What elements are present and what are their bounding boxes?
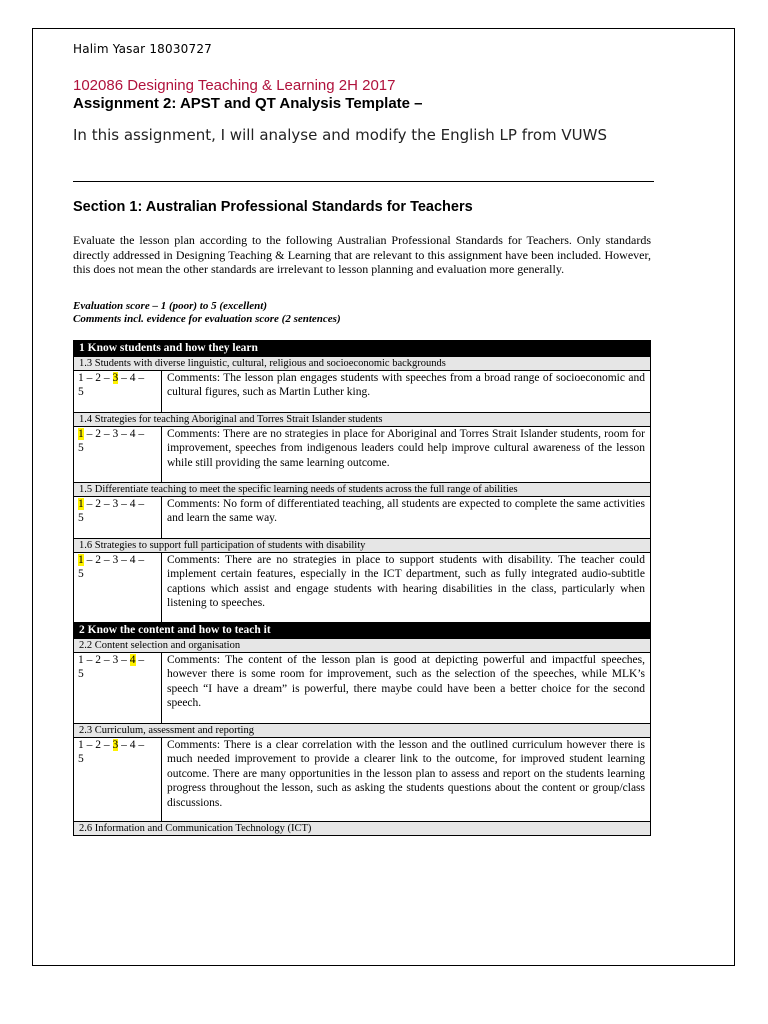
evaluation-instructions — [73, 300, 653, 326]
score-scale: 1 – 2 – 3 – 4 – 5 — [74, 653, 162, 723]
score-option-4: 4 — [129, 428, 136, 440]
table-row — [74, 426, 650, 482]
score-option-2: 2 — [95, 554, 101, 566]
score-option-4: 4 — [129, 498, 136, 510]
score-option-5: 5 — [78, 512, 84, 525]
score-scale: 1 – 2 – 3 – 4 – 5 — [74, 371, 162, 412]
score-option-2: 2 — [95, 428, 101, 440]
score-option-1: 1 — [78, 428, 84, 440]
standards-table — [73, 340, 651, 836]
score-option-2: 2 — [95, 372, 101, 384]
score-option-3: 3 — [112, 372, 119, 384]
standard-1-3: 1.3 Students with diverse linguistic, cultural, religious and socioeconomic backgrounds — [74, 356, 650, 370]
score-scale: 1 – 2 – 3 – 4 – 5 — [74, 553, 162, 622]
comment-cell: Comments: The lesson plan engages students with speeches from a broad range of socioeconomic and cultural figures, such as Martin Luther king. — [167, 372, 645, 399]
comment-cell: Comments: The content of the lesson plan is good at depicting powerful and impactful speeches, however there is some room for improvement, such as the selection of the speeches, while MLK’s speech “I have a dream” is powerful, there maybe could have been a better choice for the second speech. — [167, 654, 645, 710]
divider — [73, 181, 654, 182]
comment-cell: Comments: There are no strategies in place to support students with disability. The teacher could implement certain features, especially in the ICT department, such as fully integrated audio-subtitle captions which assist and engage students with hearing disabilities in the class, particularly when listening to speeches. — [167, 554, 645, 610]
score-option-4: 4 — [129, 554, 136, 566]
evaluation-comment-line: Comments incl. evidence for evaluation score (2 sentences) — [73, 313, 341, 325]
score-option-1: 1 — [78, 498, 84, 510]
assignment-title: Assignment 2: APST and QT Analysis Template – — [73, 95, 423, 112]
standard-1-5: 1.5 Differentiate teaching to meet the specific learning needs of students across the full range of abilities — [74, 482, 650, 496]
standard-2-3: 2.3 Curriculum, assessment and reporting — [74, 723, 650, 737]
course-title: 102086 Designing Teaching & Learning 2H 2017 — [73, 77, 396, 94]
comment-cell: Comments: There are no strategies in place for Aboriginal and Torres Strait Islander students, room for improvement, speeches from indigenous leaders could help improve cultural awareness of the lesson while still providing the same learning outcome. — [167, 428, 645, 469]
section-paragraph: Evaluate the lesson plan according to the following Australian Professional Standards for Teachers. Only standards directly addressed in Designing Teaching & Learning that are relevant to this assignment have been included. However, this does not mean the other standards are irrelevant to lesson planning and evaluation more generally. — [73, 233, 651, 277]
score-option-5: 5 — [78, 568, 84, 581]
score-option-4: 4 — [129, 654, 136, 666]
group-header-2: 2 Know the content and how to teach it — [74, 622, 650, 638]
score-option-2: 2 — [95, 498, 101, 510]
score-option-2: 2 — [95, 654, 101, 666]
score-option-4: 4 — [129, 739, 136, 751]
table-row — [74, 652, 650, 723]
score-option-1: 1 — [78, 554, 84, 566]
table-row — [74, 737, 650, 821]
standard-2-6: 2.6 Information and Communication Technology (ICT) — [74, 821, 650, 835]
table-row — [74, 552, 650, 622]
score-option-1: 1 — [78, 739, 84, 751]
score-scale: 1 – 2 – 3 – 4 – 5 — [74, 738, 162, 821]
table-row — [74, 370, 650, 412]
standard-1-4: 1.4 Strategies for teaching Aboriginal and Torres Strait Islander students — [74, 412, 650, 426]
score-option-2: 2 — [95, 739, 101, 751]
score-option-5: 5 — [78, 386, 84, 399]
score-option-5: 5 — [78, 442, 84, 455]
score-option-4: 4 — [129, 372, 136, 384]
evaluation-score-line: Evaluation score – 1 (poor) to 5 (excellent) — [73, 300, 268, 312]
score-option-1: 1 — [78, 372, 84, 384]
table-row — [74, 496, 650, 538]
score-option-3: 3 — [112, 498, 119, 510]
score-option-3: 3 — [112, 739, 119, 751]
group-header-1: 1 Know students and how they learn — [74, 341, 650, 356]
score-option-5: 5 — [78, 668, 84, 681]
comment-cell: Comments: No form of differentiated teaching, all students are expected to complete the same activities and learn the same way. — [167, 498, 645, 525]
comment-cell: Comments: There is a clear correlation with the lesson and the outlined curriculum however there is much needed improvement to provide a clearer link to the outcome, for improved student learning outcome. There are many opportunities in the lesson plan to assess and report on the students learning progress throughout the lesson, such as asking the students questions about the content or group/class discussions. — [167, 739, 645, 809]
score-scale: 1 – 2 – 3 – 4 – 5 — [74, 497, 162, 538]
score-scale: 1 – 2 – 3 – 4 – 5 — [74, 427, 162, 482]
standard-1-6: 1.6 Strategies to support full participation of students with disability — [74, 538, 650, 552]
score-option-3: 3 — [112, 654, 119, 666]
author-line: Halim Yasar 18030727 — [73, 42, 213, 56]
score-option-3: 3 — [112, 428, 119, 440]
score-option-1: 1 — [78, 654, 84, 666]
score-option-3: 3 — [112, 554, 119, 566]
intro-text: In this assignment, I will analyse and modify the English LP from VUWS — [73, 126, 607, 144]
score-option-5: 5 — [78, 753, 84, 766]
standard-2-2: 2.2 Content selection and organisation — [74, 638, 650, 652]
section-title: Section 1: Australian Professional Standards for Teachers — [73, 199, 473, 215]
